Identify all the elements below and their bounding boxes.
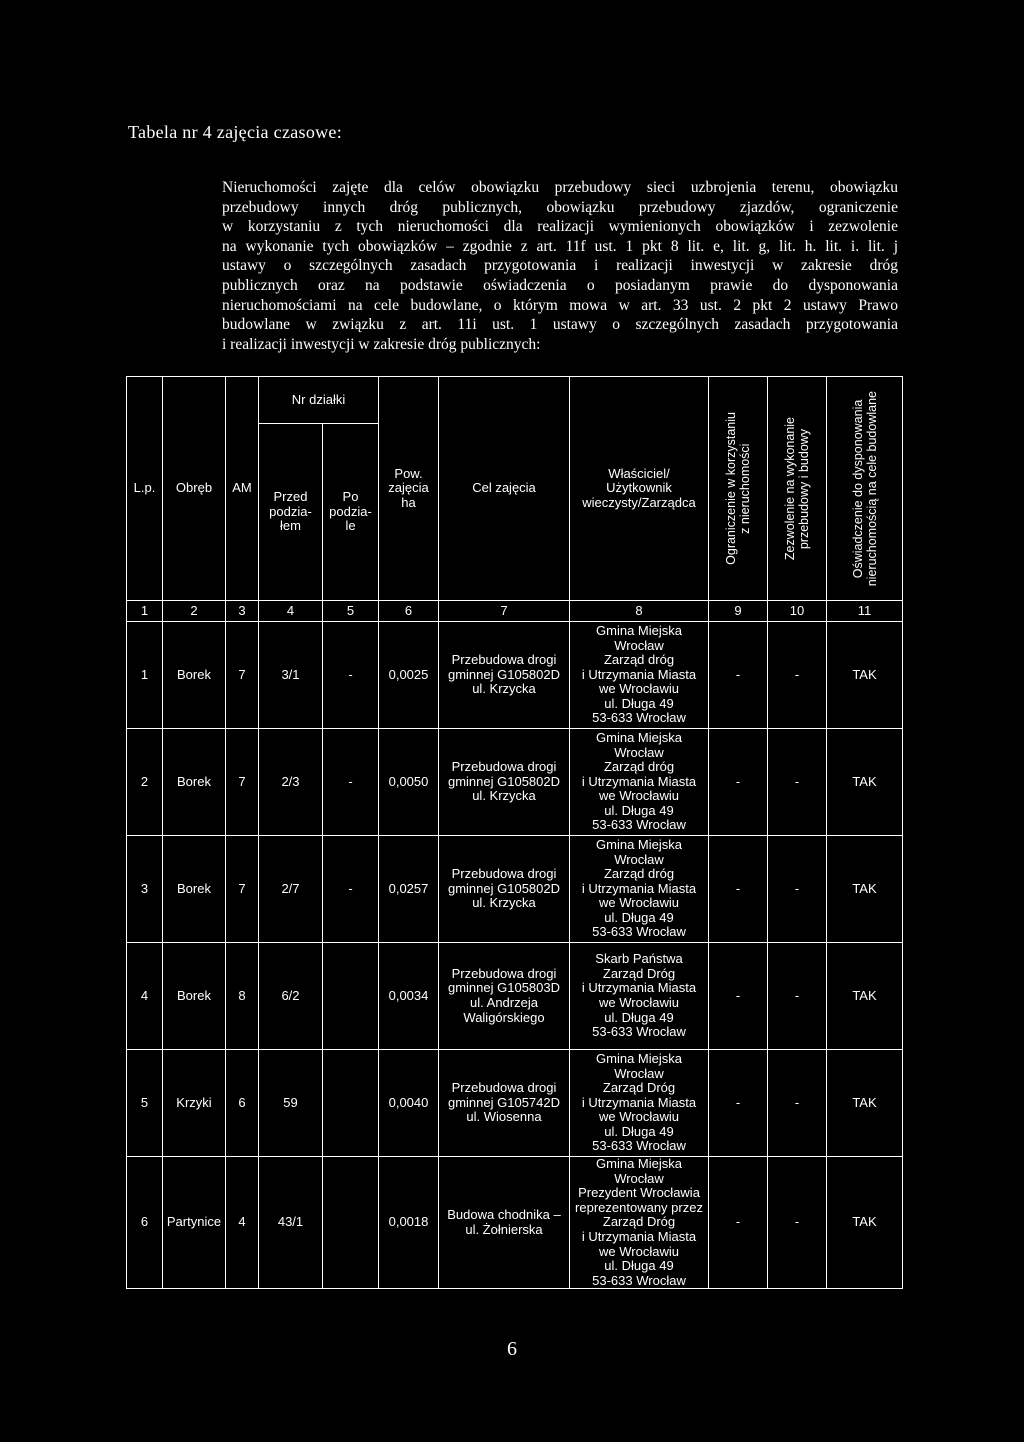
cell-zezwolenie: - xyxy=(768,1050,827,1157)
header-zezwolenie xyxy=(768,377,827,601)
cell-oswiadczenie: TAK xyxy=(827,1050,903,1157)
cell-cel: Przebudowa drogi gminnej G105802D ul. Krzycka xyxy=(439,729,570,836)
cell-am: 7 xyxy=(226,622,259,729)
cell-oswiadczenie: TAK xyxy=(827,622,903,729)
cell-zezwolenie: - xyxy=(768,729,827,836)
page-number: 6 xyxy=(507,1338,517,1360)
cell-pow: 0,0040 xyxy=(379,1050,439,1157)
header-oswiadczenie-text: Oświadczenie do dysponowania nieruchomością na cele budowlane xyxy=(850,390,879,587)
table-row xyxy=(127,1050,903,1157)
header-po-podziale: Po podzia- le xyxy=(323,424,379,601)
table-row xyxy=(127,1157,903,1289)
intro-line: w korzystaniu z tych nieruchomości dla realizacji wymienionych obowiązków i zezwolenie xyxy=(222,218,898,236)
header-zezwolenie-text: Zezwolenie na wykonanie przebudowy i budowy xyxy=(783,416,811,561)
header-lp: L.p. xyxy=(127,377,163,601)
header-ograniczenie-text: Ograniczenie w korzystaniu z nieruchomości xyxy=(724,412,752,565)
column-number-row xyxy=(127,601,903,622)
document-heading: Tabela nr 4 zajęcia czasowe: xyxy=(128,122,343,142)
cell-obreb: Borek xyxy=(163,836,226,943)
cell-lp: 3 xyxy=(127,836,163,943)
header-wlasciciel: Właściciel/ Użytkownik wieczysty/Zarządca xyxy=(570,377,709,601)
cell-pow: 0,0025 xyxy=(379,622,439,729)
column-number: 9 xyxy=(709,601,768,622)
column-number: 1 xyxy=(127,601,163,622)
cell-am: 4 xyxy=(226,1157,259,1289)
cell-cel: Budowa chodnika – ul. Żołnierska xyxy=(439,1157,570,1289)
cell-zezwolenie: - xyxy=(768,1157,827,1289)
cell-pow: 0,0034 xyxy=(379,943,439,1050)
intro-line: przebudowy innych dróg publicznych, obowiązku przebudowy zjazdów, ograniczenie xyxy=(222,198,898,216)
cell-obreb: Borek xyxy=(163,943,226,1050)
cell-przed: 43/1 xyxy=(259,1157,323,1289)
intro-line: publicznych oraz na podstawie oświadczenia o posiadanym prawie do dysponowania xyxy=(222,276,898,294)
cell-am: 7 xyxy=(226,729,259,836)
cell-ograniczenie: - xyxy=(709,836,768,943)
column-number: 11 xyxy=(827,601,903,622)
cell-obreb: Partynice xyxy=(163,1157,226,1289)
cell-oswiadczenie: TAK xyxy=(827,943,903,1050)
cell-cel: Przebudowa drogi gminnej G105802D ul. Krzycka xyxy=(439,622,570,729)
header-am: AM xyxy=(226,377,259,601)
header-obreb: Obręb xyxy=(163,377,226,601)
header-nr-dzialki: Nr działki xyxy=(259,377,379,424)
column-number: 5 xyxy=(323,601,379,622)
cell-ograniczenie: - xyxy=(709,1157,768,1289)
cell-przed: 59 xyxy=(259,1050,323,1157)
header-cel: Cel zajęcia xyxy=(439,377,570,601)
column-number: 10 xyxy=(768,601,827,622)
cell-am: 8 xyxy=(226,943,259,1050)
table-row xyxy=(127,836,903,943)
table-row xyxy=(127,729,903,836)
intro-line: na wykonanie tych obowiązków – zgodnie z art. 11f ust. 1 pkt 8 lit. e, lit. g, lit. h. lit. i. lit. j xyxy=(222,237,898,255)
cell-wlasciciel: Gmina Miejska Wrocław Zarząd dróg i Utrzymania Miasta we Wrocławiu ul. Długa 49 53-633 Wrocław xyxy=(570,622,709,729)
cell-wlasciciel: Skarb Państwa Zarząd Dróg i Utrzymania Miasta we Wrocławiu ul. Długa 49 53-633 Wrocław xyxy=(570,943,709,1050)
column-number: 3 xyxy=(226,601,259,622)
cell-oswiadczenie: TAK xyxy=(827,836,903,943)
column-number: 7 xyxy=(439,601,570,622)
cell-przed: 2/3 xyxy=(259,729,323,836)
table-row xyxy=(127,943,903,1050)
cell-lp: 4 xyxy=(127,943,163,1050)
cell-przed: 3/1 xyxy=(259,622,323,729)
cell-lp: 1 xyxy=(127,622,163,729)
cell-lp: 5 xyxy=(127,1050,163,1157)
cell-lp: 6 xyxy=(127,1157,163,1289)
table-row xyxy=(127,622,903,729)
cell-zezwolenie: - xyxy=(768,943,827,1050)
intro-line: i realizacji inwestycji w zakresie dróg publicznych: xyxy=(222,335,541,353)
cell-cel: Przebudowa drogi gminnej G105742D ul. Wiosenna xyxy=(439,1050,570,1157)
cell-zezwolenie: - xyxy=(768,836,827,943)
cell-po: - xyxy=(323,836,379,943)
cell-pow: 0,0050 xyxy=(379,729,439,836)
cell-po xyxy=(323,1050,379,1157)
intro-line: nieruchomościami na cele budowlane, o którym mowa w art. 33 ust. 2 pkt 2 ustawy Prawo xyxy=(222,296,898,314)
cell-obreb: Borek xyxy=(163,729,226,836)
cell-po xyxy=(323,1157,379,1289)
cell-wlasciciel: Gmina Miejska Wrocław Zarząd dróg i Utrzymania Miasta we Wrocławiu ul. Długa 49 53-633 Wrocław xyxy=(570,836,709,943)
cell-ograniczenie: - xyxy=(709,1050,768,1157)
header-pow: Pow. zajęcia ha xyxy=(379,377,439,601)
cell-oswiadczenie: TAK xyxy=(827,729,903,836)
cell-lp: 2 xyxy=(127,729,163,836)
cell-cel: Przebudowa drogi gminnej G105802D ul. Krzycka xyxy=(439,836,570,943)
cell-wlasciciel: Gmina Miejska Wrocław Zarząd Dróg i Utrzymania Miasta we Wrocławiu ul. Długa 49 53-633 Wrocław xyxy=(570,1050,709,1157)
cell-cel: Przebudowa drogi gminnej G105803D ul. Andrzeja Waligórskiego xyxy=(439,943,570,1050)
column-number: 8 xyxy=(570,601,709,622)
cell-przed: 2/7 xyxy=(259,836,323,943)
cell-am: 6 xyxy=(226,1050,259,1157)
intro-paragraph xyxy=(222,178,898,354)
intro-line: budowlane w związku z art. 11i ust. 1 ustawy o szczególnych zasadach przygotowania xyxy=(222,316,898,334)
cell-po: - xyxy=(323,622,379,729)
intro-line: Nieruchomości zajęte dla celów obowiązku przebudowy sieci uzbrojenia terenu, obowiązku xyxy=(222,179,898,196)
column-number: 2 xyxy=(163,601,226,622)
cell-wlasciciel: Gmina Miejska Wrocław Prezydent Wrocławia reprezentowany przez Zarząd Dróg i Utrzymania Miasta we Wrocławiu ul. Długa 49 53-633 Wrocław xyxy=(570,1157,709,1289)
header-ograniczenie xyxy=(709,377,768,601)
cell-wlasciciel: Gmina Miejska Wrocław Zarząd dróg i Utrzymania Miasta we Wrocławiu ul. Długa 49 53-633 Wrocław xyxy=(570,729,709,836)
cell-am: 7 xyxy=(226,836,259,943)
header-przed-podzialem: Przed podzia- łem xyxy=(259,424,323,601)
cell-ograniczenie: - xyxy=(709,943,768,1050)
header-oswiadczenie xyxy=(827,377,903,601)
cell-obreb: Krzyki xyxy=(163,1050,226,1157)
cell-oswiadczenie: TAK xyxy=(827,1157,903,1289)
cell-po: - xyxy=(323,729,379,836)
cell-po xyxy=(323,943,379,1050)
cell-ograniczenie: - xyxy=(709,729,768,836)
cell-pow: 0,0018 xyxy=(379,1157,439,1289)
cell-ograniczenie: - xyxy=(709,622,768,729)
column-number: 4 xyxy=(259,601,323,622)
column-number: 6 xyxy=(379,601,439,622)
cell-pow: 0,0257 xyxy=(379,836,439,943)
cell-przed: 6/2 xyxy=(259,943,323,1050)
cell-obreb: Borek xyxy=(163,622,226,729)
intro-line: ustawy o szczególnych zasadach przygotowania i realizacji inwestycji w zakresie dróg xyxy=(222,257,898,275)
occupancy-table xyxy=(126,376,903,1289)
cell-zezwolenie: - xyxy=(768,622,827,729)
